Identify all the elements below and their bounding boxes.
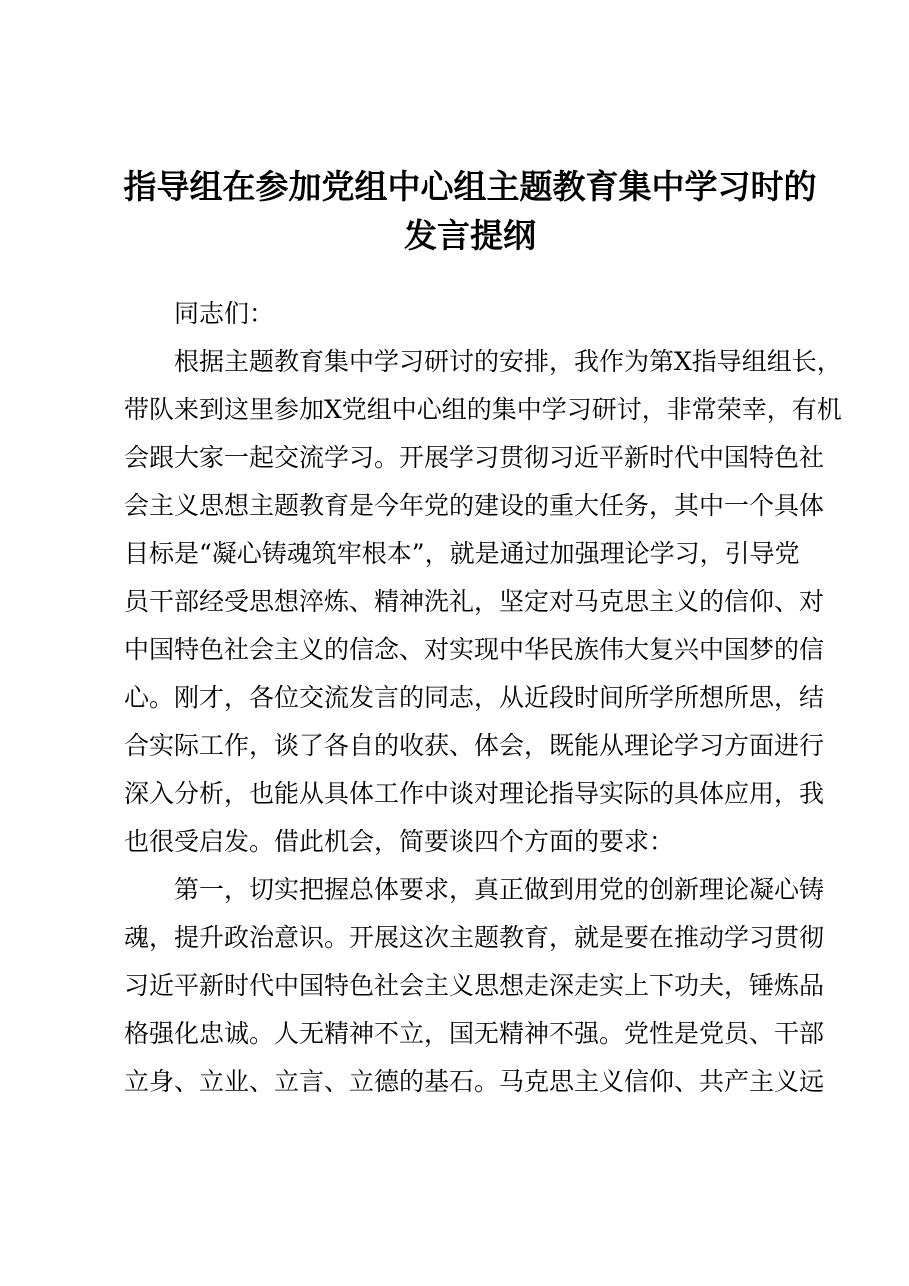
paragraph-line: 深入分析，也能从具体工作中谈对理论指导实际的具体应用，我 — [124, 779, 825, 808]
paragraph-line: 合实际工作，谈了各自的收获、体会，既能从理论学习方面进行 — [124, 731, 825, 760]
paragraph-line: 格强化忠诚。人无精神不立，国无精神不强。党性是党员、干部 — [124, 1019, 825, 1048]
paragraph-line: 带队来到这里参加X党组中心组的集中学习研讨，非常荣幸，有机 — [124, 395, 842, 424]
paragraph-line: 目标是“凝心铸魂筑牢根本”，就是通过加强理论学习，引导党 — [124, 539, 800, 568]
paragraph-line: 员干部经受思想淬炼、精神洗礼，坚定对马克思主义的信仰、对 — [124, 587, 825, 616]
salutation — [124, 290, 824, 338]
paragraph-line: 立身、立业、立言、立德的基石。马克思主义信仰、共产主义远 — [124, 1067, 825, 1096]
paragraph-line: 中国特色社会主义的信念、对实现中华民族伟大复兴中国梦的信 — [124, 635, 825, 664]
salutation-text: 同志们： — [174, 299, 275, 328]
paragraph-2 — [124, 866, 824, 1106]
paragraph-line: 魂，提升政治意识。开展这次主题教育，就是要在推动学习贯彻 — [124, 923, 825, 952]
document-body — [124, 290, 842, 1106]
paragraph-line: 会主义思想主题教育是今年党的建设的重大任务，其中一个具体 — [124, 491, 825, 520]
paragraph-line: 心。刚才，各位交流发言的同志，从近段时间所学所想所思，结 — [124, 683, 825, 712]
document-title — [110, 162, 830, 260]
title-line: 发言提纲 — [404, 216, 536, 255]
paragraph-line: 根据主题教育集中学习研讨的安排，我作为第X指导组组长， — [174, 347, 842, 376]
title-line: 指导组在参加党组中心组主题教育集中学习时的 — [123, 167, 817, 206]
paragraph-1 — [124, 338, 842, 866]
paragraph-line: 习近平新时代中国特色社会主义思想走深走实上下功夫，锤炼品 — [124, 971, 825, 1000]
paragraph-line: 第一，切实把握总体要求，真正做到用党的创新理论凝心铸 — [174, 875, 825, 904]
paragraph-line: 也很受启发。借此机会，简要谈四个方面的要求： — [124, 827, 675, 856]
paragraph-line: 会跟大家一起交流学习。开展学习贯彻习近平新时代中国特色社 — [124, 443, 825, 472]
